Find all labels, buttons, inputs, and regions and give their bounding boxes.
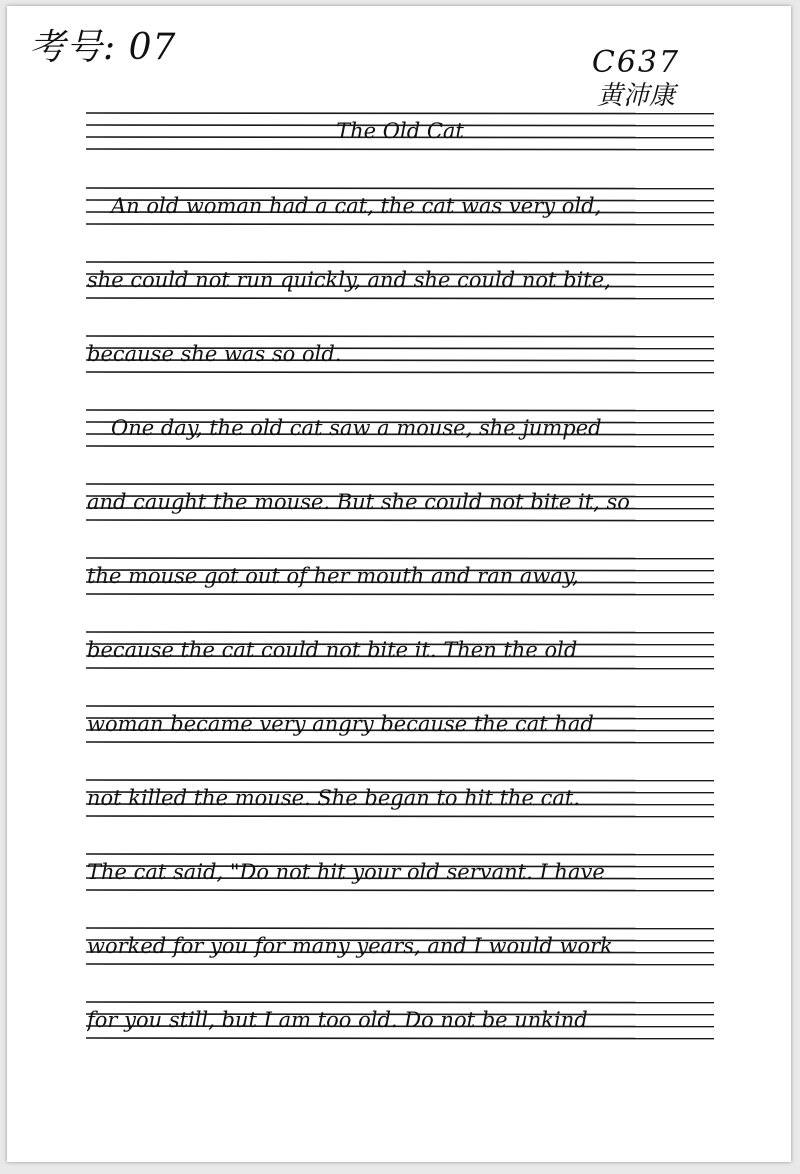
ruled-line	[86, 410, 714, 411]
ruled-line	[86, 706, 714, 707]
essay-line-10: The cat said, "Do not hit your old servant. I have	[87, 860, 605, 884]
ruled-line	[86, 558, 714, 559]
ruled-line	[86, 372, 714, 373]
student-name: 黄沛康	[596, 81, 675, 111]
ruled-line	[86, 1002, 714, 1003]
essay-line-9: not killed the mouse. She began to hit the cat.	[87, 786, 581, 810]
student-code: C637	[591, 45, 681, 80]
ruled-line	[86, 336, 714, 337]
ruled-line	[86, 188, 714, 189]
ruled-line	[86, 890, 714, 891]
ruled-line	[86, 262, 714, 263]
ruled-line	[86, 780, 714, 781]
essay-line-7: because the cat could not bite it. Then the old	[87, 638, 578, 662]
essay-line-4: One day, the old cat saw a mouse, she jumped	[111, 416, 602, 440]
essay-line-3: because she was so old.	[87, 342, 342, 366]
ruled-line	[86, 484, 714, 485]
exam-number: 考号: 07	[29, 27, 177, 68]
essay-line-8: woman became very angry because the cat had	[87, 712, 594, 736]
ruled-line	[86, 224, 714, 225]
ruled-line	[86, 520, 714, 521]
essay-line-5: and caught the mouse. But she could not bite it, so	[87, 490, 630, 514]
ruled-line	[86, 964, 714, 965]
ruled-line	[86, 594, 714, 595]
ruled-line	[86, 668, 714, 669]
ruled-line	[86, 816, 714, 817]
ruled-line	[86, 928, 714, 929]
handwriting-sheet	[7, 6, 791, 1162]
essay-line-1: An old woman had a cat, the cat was very old,	[111, 194, 602, 218]
ruled-line	[86, 298, 714, 299]
ruled-line	[86, 446, 714, 447]
ruled-line	[86, 742, 714, 743]
essay-line-2: she could not run quickly, and she could not bite,	[87, 268, 611, 292]
essay-line-12: for you still, but I am too old. Do not be unkind	[87, 1008, 588, 1032]
ruled-line	[86, 632, 714, 633]
essay-title: The Old Cat	[336, 119, 464, 143]
ruled-line	[86, 149, 714, 150]
ruled-line	[86, 854, 714, 855]
essay-line-6: the mouse got out of her mouth and ran away,	[87, 564, 579, 588]
ruled-line	[86, 113, 714, 114]
essay-line-11: worked for you for many years, and I would work	[87, 934, 613, 958]
ruled-line	[86, 1038, 714, 1039]
